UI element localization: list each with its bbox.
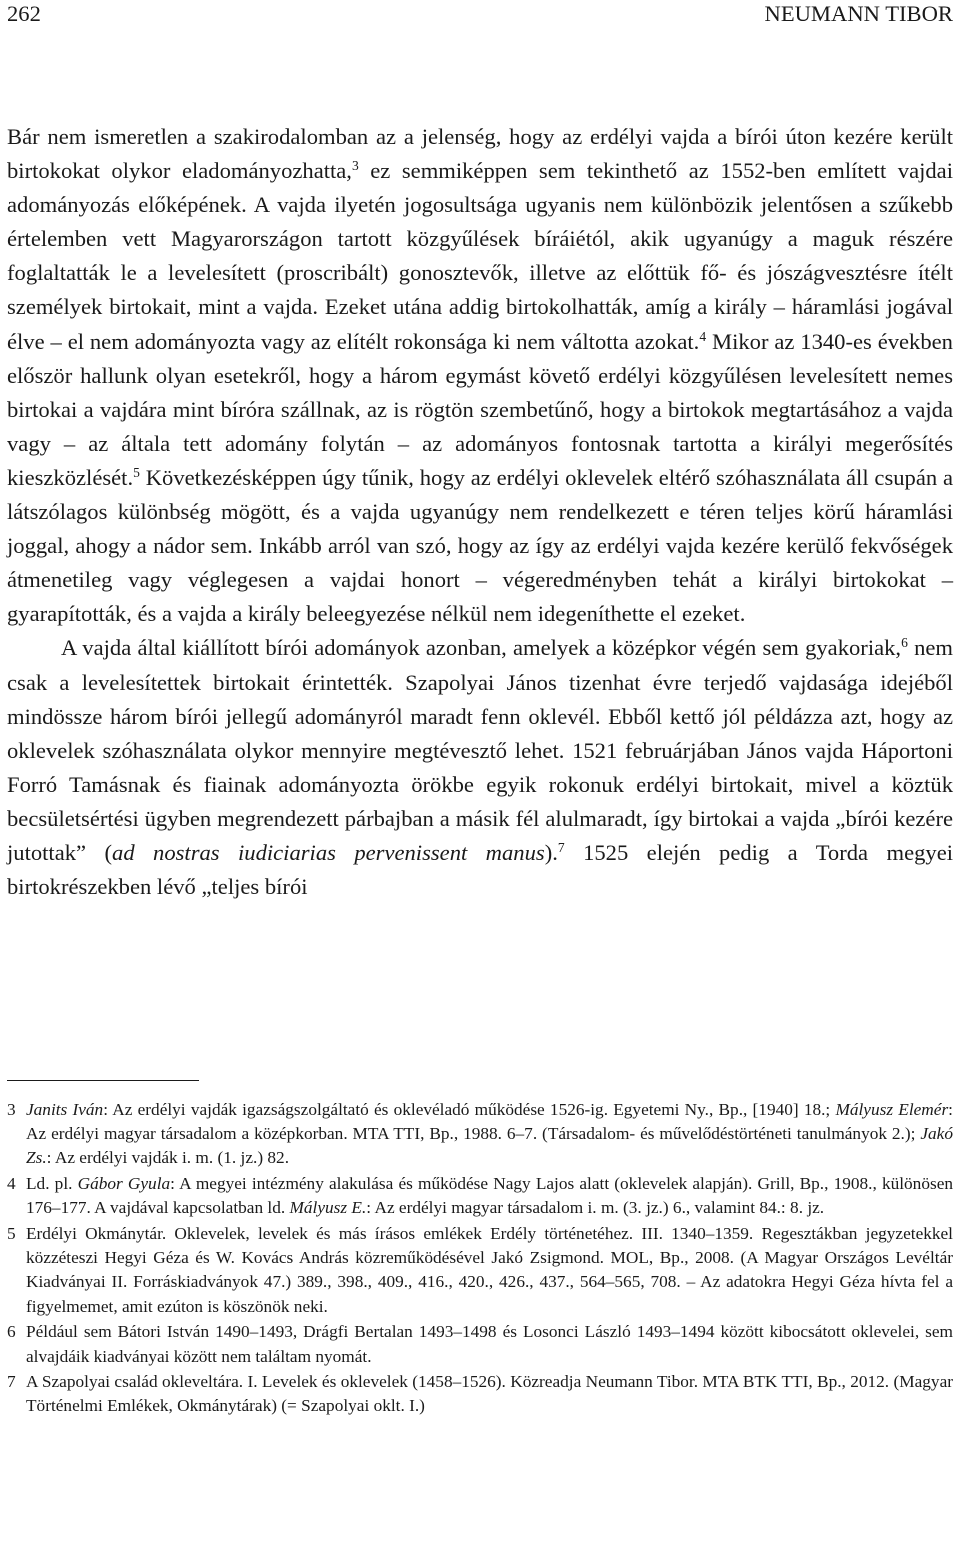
footnote-number: 6 (7, 1322, 16, 1342)
paragraph-1-text-d: Következésképpen úgy tűnik, hogy az erdélyi oklevelek eltérő szóhasználata áll csupán a látszólagos különbség mögött, és a vajda ugyanúgy nem rendelkezett e téren teljes körű háramlási joggal, ahogy a nádor sem. Inkább arról van szó, hogy az így az erdélyi vajda kezére kerülő fekvőségek átmenetileg vagy véglegesen a vajdai honort – végeredményben tehát a királyi birtokokat – gyarapították, és a vajda a király beleegyezése nélkül nem idegeníthette el ezeket. (7, 464, 953, 627)
footnote-text: Ld. pl. (26, 1174, 78, 1194)
footnote-ref-6: 6 (901, 635, 908, 651)
footnote-text: Erdélyi Okmánytár. Oklevelek, levelek és más írásos emlékek Erdély történetéhez. III. 1340–1359. Regesztákban jegyzetekkel közzéteszi Hegyi Géza és W. Kovács András közreműködésével Jakó Zsigmond. MOL, Bp., 2008. (A Magyar Országos Levéltár Kiadványai II. Forráskiadványok 47.) 389., 398., 409., 416., 420., 426., 437., 564–565, 708. – Az adatokra Hegyi Géza hívta fel a figyelmemet, amit ezúton is köszönök neki. (26, 1224, 953, 1316)
footnote-ref-7: 7 (557, 839, 565, 855)
paragraph-2-text-c: ). (544, 839, 558, 865)
paragraph-1 (7, 120, 953, 631)
paragraph-2-text-d: 1525 elején pedig a Torda megyei birtokrészekben lévő „teljes bírói (7, 839, 953, 900)
footnote-5 (7, 1222, 953, 1319)
running-head: NEUMANN TIBOR (764, 1, 953, 26)
paragraph-2 (7, 631, 953, 904)
footnote-author: Jakó Zs. (26, 1124, 953, 1168)
footnote-number: 7 (7, 1372, 16, 1392)
paragraph-2-text-a: A vajda által kiállított bírói adományok azonban, amelyek a középkor végén sem gyakoriak, (61, 635, 902, 661)
footnote-number: 4 (7, 1174, 16, 1194)
footnote-7 (7, 1370, 953, 1418)
footnote-author: Mályusz Elemér (835, 1100, 949, 1119)
footnote-ref-4: 4 (699, 328, 707, 344)
footnote-separator (7, 1080, 199, 1081)
footnote-3 (7, 1098, 953, 1171)
paragraph-1-text-a: Bár nem ismeretlen a szakirodalomban az a jelenség, hogy az erdélyi vajda a bírói úton kezére került birtokokat olykor eladományozhatta, (7, 124, 953, 184)
footnote-text: : Az erdélyi vajdák i. m. (1. jz.) 82. (46, 1148, 290, 1168)
footnote-author: Janits Iván (26, 1100, 104, 1119)
footnote-6 (7, 1320, 953, 1368)
footnote-author: Gábor Gyula (77, 1174, 171, 1194)
footnote-text: : Az erdélyi magyar társadalom i. m. (3. jz.) 6., valamint 84.: 8. jz. (366, 1198, 825, 1218)
main-text (7, 120, 953, 904)
footnote-author: Mályusz E. (289, 1198, 367, 1218)
footnote-ref-3: 3 (351, 157, 359, 173)
footnote-4 (7, 1172, 953, 1220)
footnote-text: : A megyei intézmény alakulása és működése Nagy Lajos alatt (oklevelek alapján). Grill, Bp., 1908., különösen 176–177. A vajdával kapcsolatban ld. (26, 1174, 953, 1218)
footnote-number: 5 (7, 1224, 16, 1244)
page-number: 262 (7, 1, 41, 26)
footnote-text: : Az erdélyi magyar társadalom a középkorban. MTA TTI, Bp., 1988. 6–7. (Társadalom- és művelődéstörténeti tanulmányok 2.); (26, 1100, 953, 1144)
paragraph-1-text-c: Mikor az 1340-es években először hallunk olyan esetekről, hogy a három egymást követő erdélyi közgyűlésen levelesített nemes birtokai a vajdára mint bíróra szállnak, az is rögtön szembetűnő, hogy a birtokok megtartásához a vajda vagy – az általa tett adomány folytán – az adományos fontosnak tartotta a királyi megerősítés kieszközlését. (7, 328, 953, 490)
latin-quote: ad nostras iudiciarias pervenissent manus (112, 839, 545, 865)
footnote-text: Például sem Bátori István 1490–1493, Drágfi Bertalan 1493–1498 és Losonci László 1493–1494 között kibocsátott oklevelei, sem alvajdáik kiadványai között nem találtam nyomát. (26, 1322, 953, 1366)
footnote-text: : Az erdélyi vajdák igazságszolgáltató és oklevéladó működése 1526-ig. Egyetemi Ny., Bp., [1940] 18.; (103, 1100, 836, 1119)
footnotes (7, 1098, 953, 1420)
paragraph-1-text-b: ez semmiképpen sem tekinthető az 1552-ben említett vajdai adományozás előképének. A vajda ilyetén jogosultsága ugyanis nem különbözik jelentősen a szűkebb értelemben vett Magyarországon tartott közgyűlések bíráiétól, akik ugyanúgy a maguk részére foglaltatták le a levelesített (proscribált) gonosztevők, illetve az előttük fő- és jószágvesztésre ítélt személyek birtokait, mint a vajda. Ezeket utána addig birtokolhatták, amíg a király – háramlási jogával élve – el nem adományozta vagy az elítélt rokonsága ki nem váltotta azokat. (7, 158, 953, 354)
footnote-text: A Szapolyai család okleveltára. I. Levelek és oklevelek (1458–1526). Közreadja Neumann Tibor. MTA BTK TTI, Bp., 2012. (Magyar Történelmi Emlékek, Okmánytárak) (= Szapolyai oklt. I.) (26, 1372, 953, 1416)
paragraph-2-text-b: nem csak a levelesítettek birtokait érintették. Szapolyai János tizenhat évre terjedő vajdasága idejéből mindössze három bírói jellegű adományról maradt fenn oklevél. Ebből kettő jól példázza azt, hogy az oklevelek szóhasználata olykor mennyire megtévesztő lehet. 1521 februárjában János vajda Háportoni Forró Tamásnak és fiainak adományozta örökbe egyik rokonuk erdélyi birtokait, mivel a köztük becsületsértési ügyben megrendezett párbajban a másik fél alulmaradt, így birtokai a vajda „bírói kezére jutottak” ( (7, 635, 953, 865)
footnote-number: 3 (7, 1100, 16, 1119)
footnote-ref-5: 5 (133, 464, 140, 480)
page-header (0, 0, 960, 30)
